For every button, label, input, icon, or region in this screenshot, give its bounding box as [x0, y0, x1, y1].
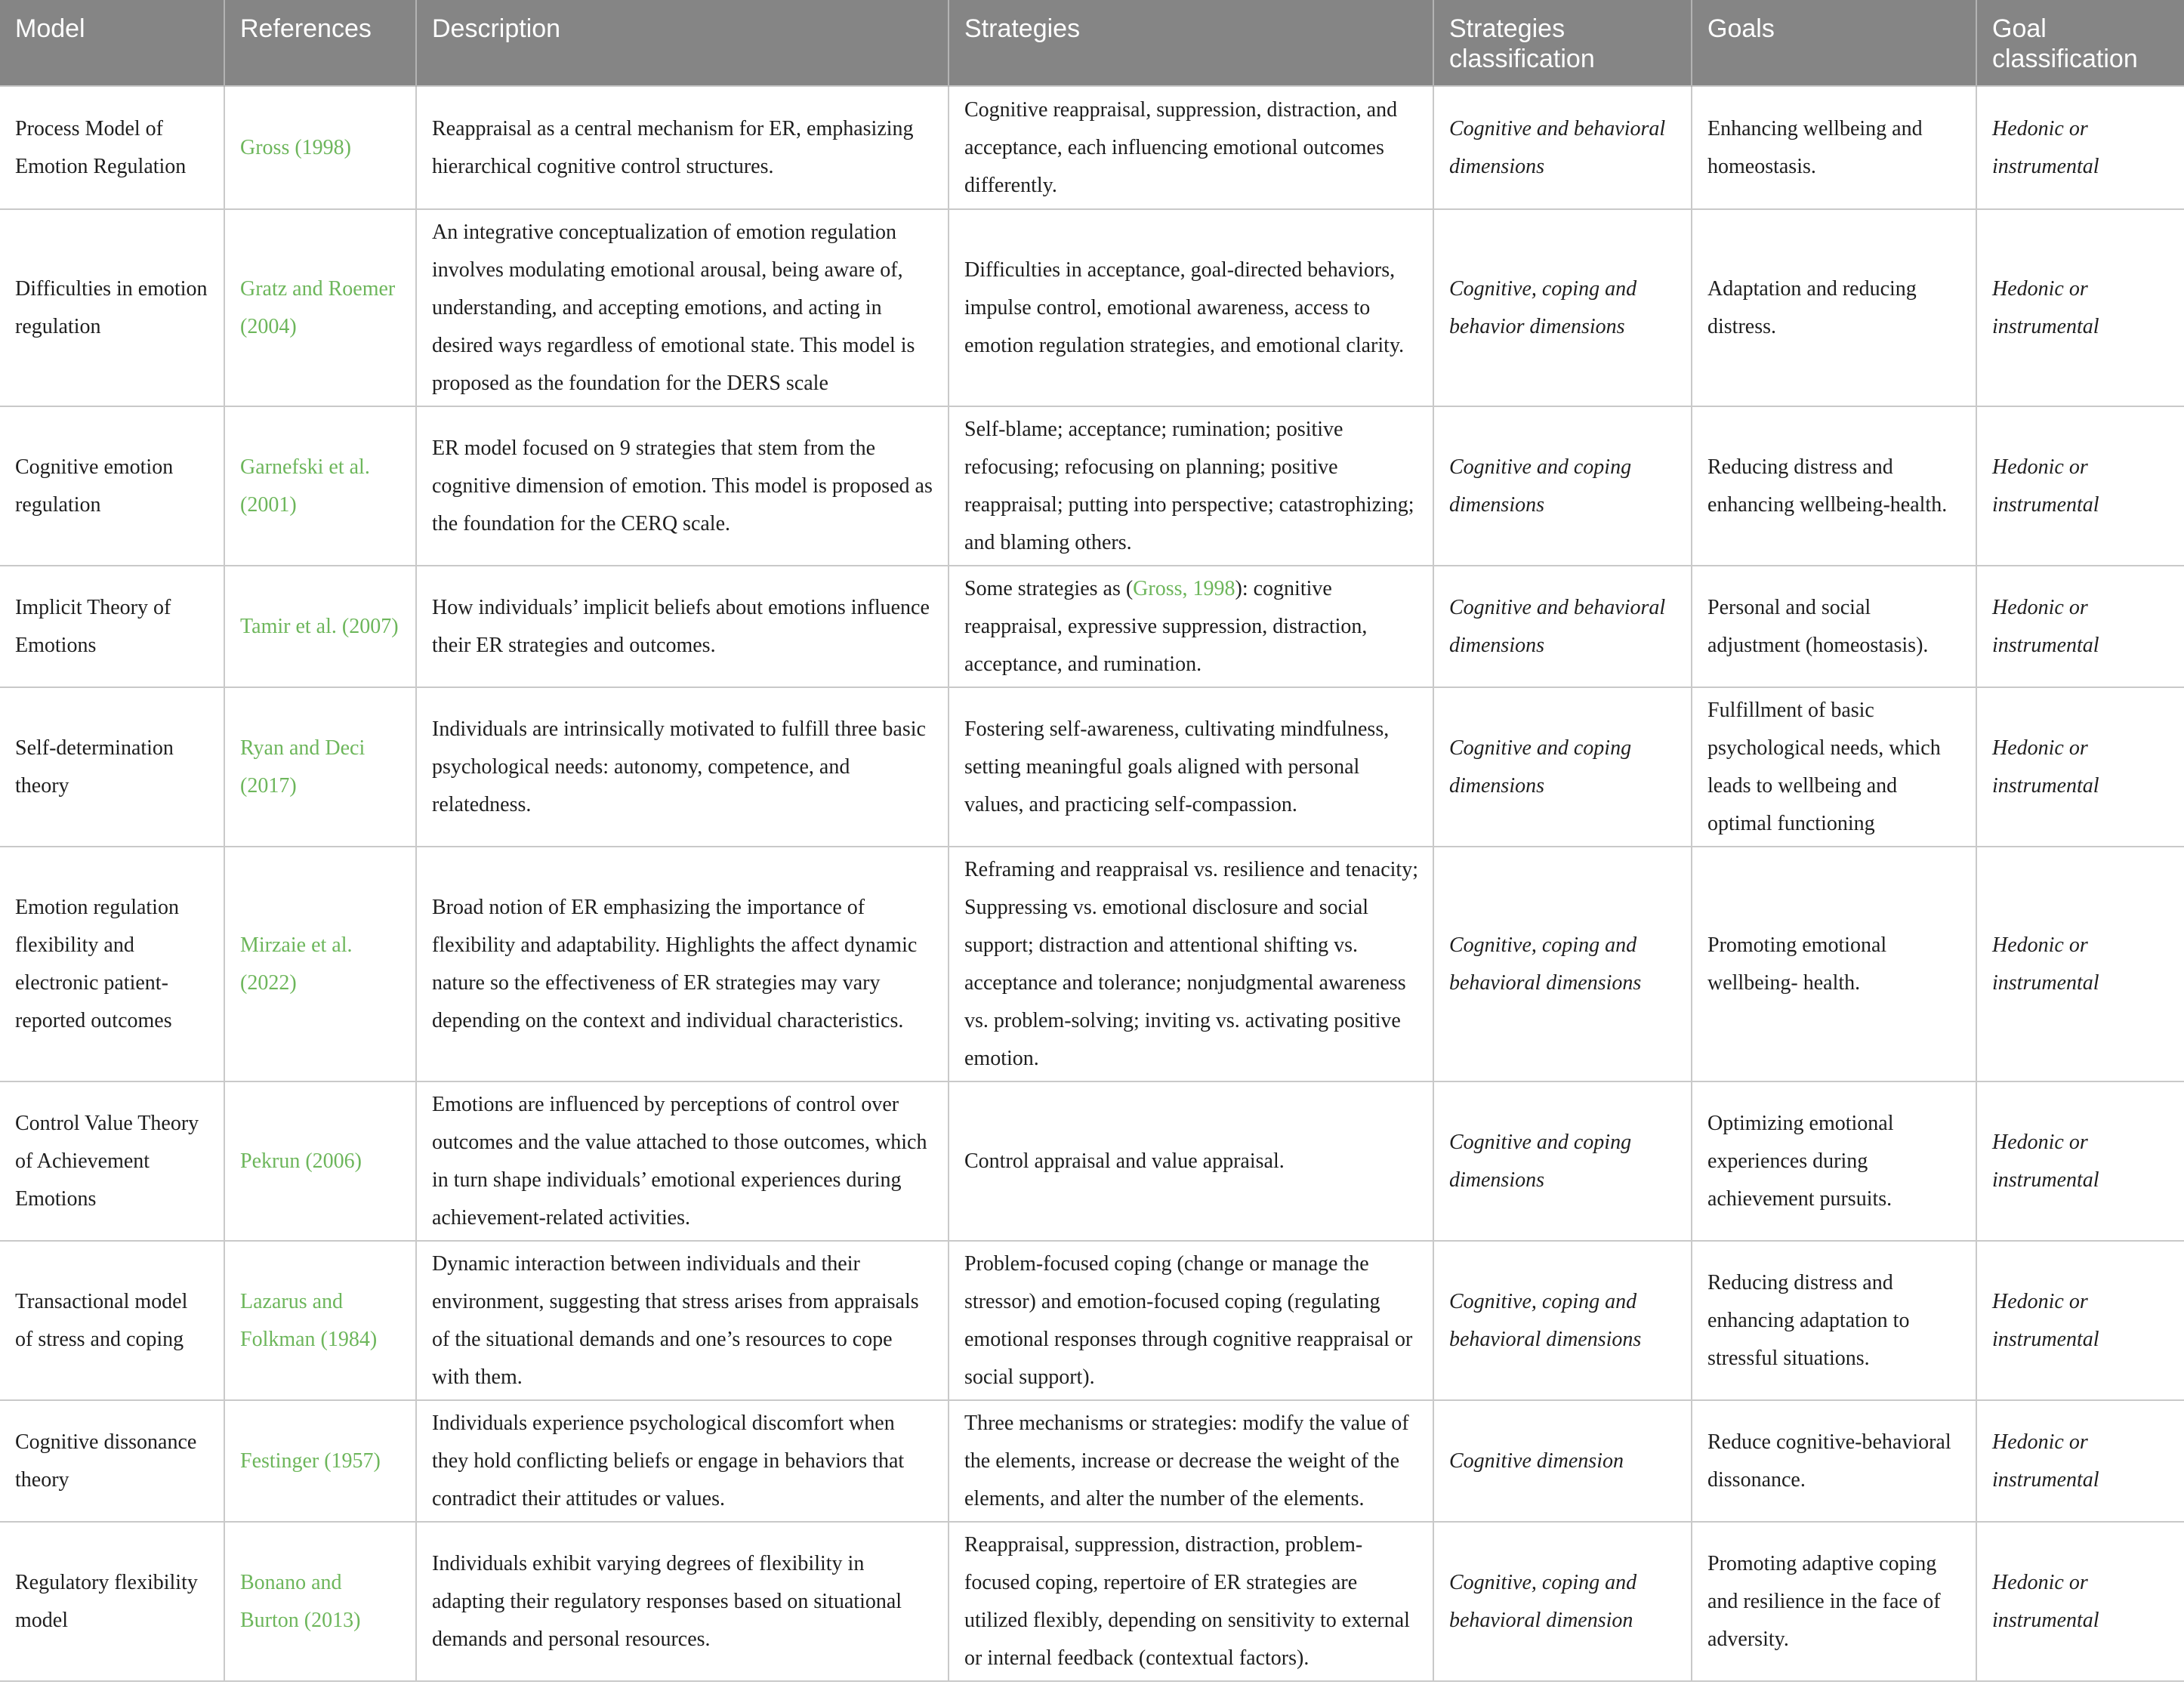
- cell-reference-link[interactable]: Festinger (1957): [224, 1400, 416, 1522]
- cell-strategies: Problem-focused coping (change or manage the stressor) and emotion-focused coping (regulating emotional responses through cognitive reappraisal or social support).: [949, 1241, 1433, 1400]
- cell-strategies-classification: Cognitive dimension: [1433, 1400, 1692, 1522]
- citation-link[interactable]: Gross, 1998: [1133, 576, 1235, 600]
- cell-reference-link[interactable]: Mirzaie et al. (2022): [224, 847, 416, 1081]
- cell-description: An integrative conceptualization of emotion regulation involves modulating emotional arousal, being aware of, understanding, and accepting emotions, and acting in desired ways regardless of emotional state. This model is proposed as the foundation for the DERS scale: [416, 209, 949, 406]
- cell-strategies-classification: Cognitive and behavioral dimensions: [1433, 566, 1692, 687]
- cell-goals: Personal and social adjustment (homeostasis).: [1692, 566, 1976, 687]
- cell-description: Dynamic interaction between individuals and their environment, suggesting that stress arises from appraisals of the situational demands and one’s resources to cope with them.: [416, 1241, 949, 1400]
- table-row: [0, 1081, 2184, 1241]
- cell-description: Reappraisal as a central mechanism for ER, emphasizing hierarchical cognitive control structures.: [416, 86, 949, 209]
- cell-strategies-classification: Cognitive and behavioral dimensions: [1433, 86, 1692, 209]
- header-goal-classification: Goal classification: [1976, 0, 2184, 86]
- cell-goal-classification: Hedonic or instrumental: [1976, 566, 2184, 687]
- cell-reference-link[interactable]: Pekrun (2006): [224, 1081, 416, 1241]
- cell-goal-classification: Hedonic or instrumental: [1976, 1241, 2184, 1400]
- cell-description: Individuals experience psychological discomfort when they hold conflicting beliefs or engage in behaviors that contradict their attitudes or values.: [416, 1400, 949, 1522]
- cell-strategies: Difficulties in acceptance, goal-directed behaviors, impulse control, emotional awareness, access to emotion regulation strategies, and emotional clarity.: [949, 209, 1433, 406]
- cell-goal-classification: Hedonic or instrumental: [1976, 687, 2184, 847]
- table-row: [0, 1400, 2184, 1522]
- cell-reference-link[interactable]: Ryan and Deci (2017): [224, 687, 416, 847]
- cell-goal-classification: Hedonic or instrumental: [1976, 1400, 2184, 1522]
- cell-goals: Reducing distress and enhancing wellbeing-health.: [1692, 406, 1976, 566]
- cell-model: Self-determination theory: [0, 687, 224, 847]
- cell-model: Cognitive dissonance theory: [0, 1400, 224, 1522]
- cell-description: Individuals exhibit varying degrees of flexibility in adapting their regulatory responses based on situational demands and personal resources.: [416, 1522, 949, 1681]
- table-row: [0, 687, 2184, 847]
- table-row: [0, 1522, 2184, 1681]
- cell-model: Process Model of Emotion Regulation: [0, 86, 224, 209]
- cell-model: Control Value Theory of Achievement Emotions: [0, 1081, 224, 1241]
- header-strategies-classification: Strategies classification: [1433, 0, 1692, 86]
- cell-strategies: Three mechanisms or strategies: modify the value of the elements, increase or decrease the weight of the elements, and alter the number of the elements.: [949, 1400, 1433, 1522]
- cell-strategies: Cognitive reappraisal, suppression, distraction, and acceptance, each influencing emotional outcomes differently.: [949, 86, 1433, 209]
- cell-strategies-classification: Cognitive, coping and behavior dimensions: [1433, 209, 1692, 406]
- cell-goals: Reducing distress and enhancing adaptation to stressful situations.: [1692, 1241, 1976, 1400]
- table-body: [0, 86, 2184, 1681]
- cell-strategies-classification: Cognitive, coping and behavioral dimensions: [1433, 1241, 1692, 1400]
- cell-goals: Promoting emotional wellbeing- health.: [1692, 847, 1976, 1081]
- table-row: [0, 86, 2184, 209]
- table-row: [0, 209, 2184, 406]
- cell-model: Regulatory flexibility model: [0, 1522, 224, 1681]
- cell-description: Emotions are influenced by perceptions of control over outcomes and the value attached to those outcomes, which in turn shape individuals’ emotional experiences during achievement-related activities.: [416, 1081, 949, 1241]
- cell-reference-link[interactable]: Gross (1998): [224, 86, 416, 209]
- table-row: [0, 1241, 2184, 1400]
- strategies-text-end: ): cognitive reappraisal, expressive suppression, distraction, acceptance, and rumination.: [964, 576, 1368, 676]
- cell-goals: Optimizing emotional experiences during achievement pursuits.: [1692, 1081, 1976, 1241]
- cell-reference-link[interactable]: Garnefski et al. (2001): [224, 406, 416, 566]
- cell-strategies: [949, 566, 1433, 687]
- cell-description: ER model focused on 9 strategies that stem from the cognitive dimension of emotion. This model is proposed as the foundation for the CERQ scale.: [416, 406, 949, 566]
- table-header: [0, 0, 2184, 86]
- cell-goal-classification: Hedonic or instrumental: [1976, 847, 2184, 1081]
- cell-strategies-classification: Cognitive, coping and behavioral dimensions: [1433, 847, 1692, 1081]
- cell-model: Difficulties in emotion regulation: [0, 209, 224, 406]
- cell-goal-classification: Hedonic or instrumental: [1976, 1522, 2184, 1681]
- header-goals: Goals: [1692, 0, 1976, 86]
- cell-strategies: Fostering self-awareness, cultivating mindfulness, setting meaningful goals aligned with personal values, and practicing self-compassion.: [949, 687, 1433, 847]
- cell-strategies-classification: Cognitive and coping dimensions: [1433, 687, 1692, 847]
- cell-goals: Enhancing wellbeing and homeostasis.: [1692, 86, 1976, 209]
- cell-reference-link[interactable]: Lazarus and Folkman (1984): [224, 1241, 416, 1400]
- cell-reference-link[interactable]: Bonano and Burton (2013): [224, 1522, 416, 1681]
- cell-goal-classification: Hedonic or instrumental: [1976, 86, 2184, 209]
- cell-goals: Adaptation and reducing distress.: [1692, 209, 1976, 406]
- cell-description: Individuals are intrinsically motivated to fulfill three basic psychological needs: autonomy, competence, and relatedness.: [416, 687, 949, 847]
- cell-description: Broad notion of ER emphasizing the importance of flexibility and adaptability. Highlights the affect dynamic nature so the effectiveness of ER strategies may vary depending on the context and individual characteristics.: [416, 847, 949, 1081]
- cell-goal-classification: Hedonic or instrumental: [1976, 209, 2184, 406]
- strategies-text-start: Some strategies as (: [964, 576, 1134, 600]
- cell-strategies-classification: Cognitive, coping and behavioral dimension: [1433, 1522, 1692, 1681]
- cell-strategies: Self-blame; acceptance; rumination; positive refocusing; refocusing on planning; positive reappraisal; putting into perspective; catastrophizing; and blaming others.: [949, 406, 1433, 566]
- cell-strategies: Reappraisal, suppression, distraction, problem-focused coping, repertoire of ER strategies are utilized flexibly, depending on sensitivity to external or internal feedback (contextual factors).: [949, 1522, 1433, 1681]
- cell-strategies: Control appraisal and value appraisal.: [949, 1081, 1433, 1241]
- header-strategies: Strategies: [949, 0, 1433, 86]
- cell-reference-link[interactable]: Gratz and Roemer (2004): [224, 209, 416, 406]
- cell-goals: Reduce cognitive-behavioral dissonance.: [1692, 1400, 1976, 1522]
- cell-model: Cognitive emotion regulation: [0, 406, 224, 566]
- cell-reference-link[interactable]: Tamir et al. (2007): [224, 566, 416, 687]
- cell-goal-classification: Hedonic or instrumental: [1976, 1081, 2184, 1241]
- header-references: References: [224, 0, 416, 86]
- header-model: Model: [0, 0, 224, 86]
- table-row: [0, 406, 2184, 566]
- cell-goals: Fulfillment of basic psychological needs, which leads to wellbeing and optimal functioning: [1692, 687, 1976, 847]
- cell-strategies: Reframing and reappraisal vs. resilience and tenacity; Suppressing vs. emotional disclosure and social support; distraction and attentional shifting vs. acceptance and tolerance; nonjudgmental awareness vs. problem-solving; inviting vs. activating positive emotion.: [949, 847, 1433, 1081]
- cell-model: Emotion regulation flexibility and electronic patient-reported outcomes: [0, 847, 224, 1081]
- cell-strategies-classification: Cognitive and coping dimensions: [1433, 406, 1692, 566]
- table-row: [0, 847, 2184, 1081]
- cell-goals: Promoting adaptive coping and resilience in the face of adversity.: [1692, 1522, 1976, 1681]
- cell-model: Implicit Theory of Emotions: [0, 566, 224, 687]
- cell-strategies-classification: Cognitive and coping dimensions: [1433, 1081, 1692, 1241]
- cell-model: Transactional model of stress and coping: [0, 1241, 224, 1400]
- cell-goal-classification: Hedonic or instrumental: [1976, 406, 2184, 566]
- cell-description: How individuals’ implicit beliefs about emotions influence their ER strategies and outcomes.: [416, 566, 949, 687]
- table-row: [0, 566, 2184, 687]
- header-row: [0, 0, 2184, 86]
- header-description: Description: [416, 0, 949, 86]
